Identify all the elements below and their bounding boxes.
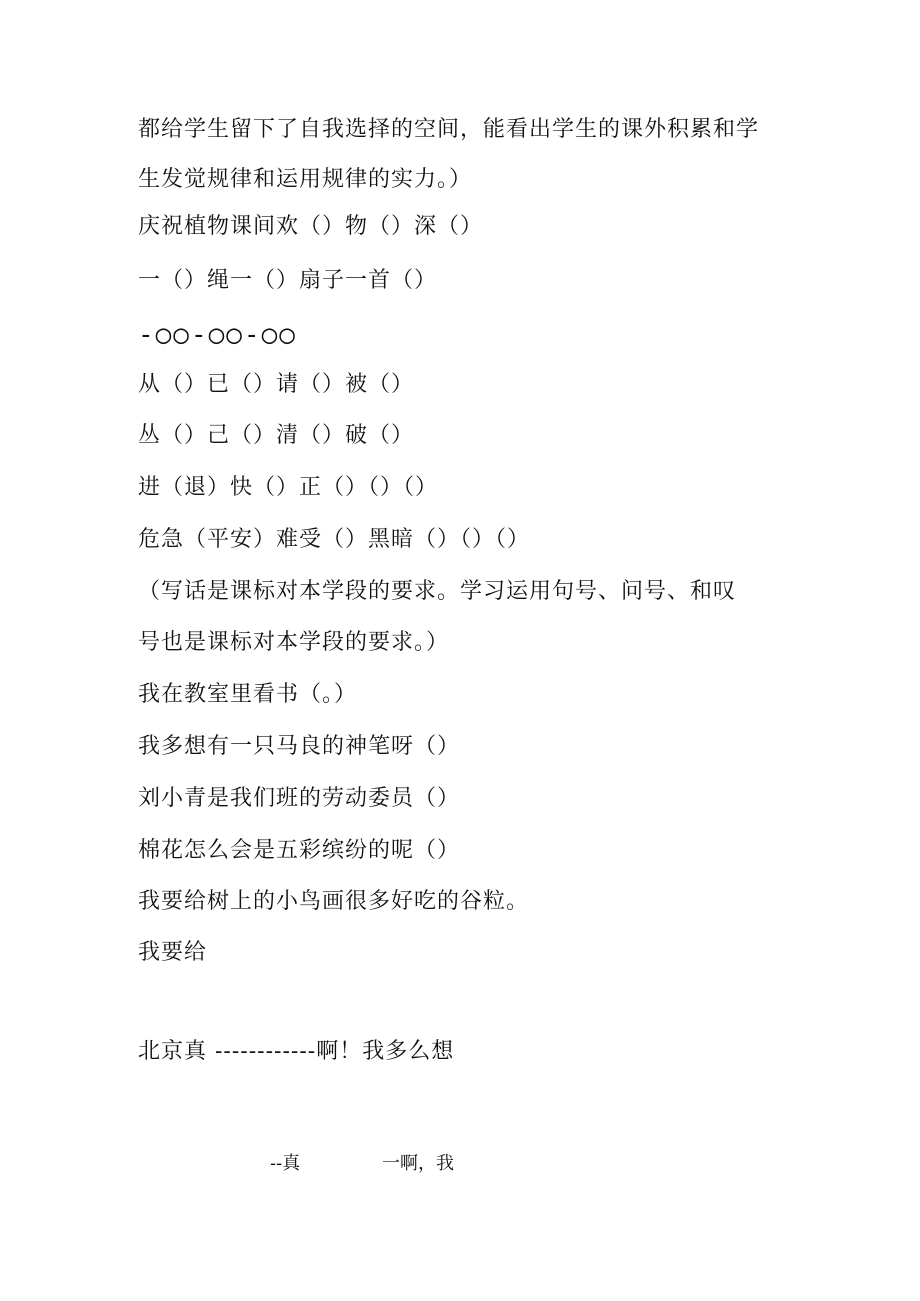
exercise-line: 棉花怎么会是五彩缤纷的呢（） [138,838,461,863]
paragraph-line: （写话是课标对本学段的要求。学习运用句号、问号、和叹 [138,579,737,604]
exercise-line: 我多想有一只马良的神笔呀（） [138,734,461,759]
exercise-line: 庆祝植物课间欢（）物（）深（） [138,214,484,239]
exercise-line: 北京真 ------------啊！我多么想 [138,1039,455,1064]
exercise-line: 我要给树上的小鸟画很多好吃的谷粒。 [138,889,530,914]
exercise-line: 一（）绳一（）扇子一首（） [138,268,438,293]
exercise-line: 刘小青是我们班的劳动委员（） [138,786,461,811]
exercise-line: 我要给 [138,940,208,965]
exercise-line: 危急（平安）难受（）黑暗（）（）（） [138,527,531,552]
paragraph-line: 都给学生留下了自我选择的空间，能看出学生的课外积累和学 [138,117,760,142]
exercise-line: 我在教室里看书（。） [138,682,358,707]
bottom-right-fragment: 一啊，我 [382,1153,454,1174]
paragraph-line: 号也是课标对本学段的要求。） [138,630,450,655]
exercise-line: 从（）已（）请（）被（） [138,372,415,397]
exercise-line: 丛（）己（）清（）破（） [138,423,415,448]
paragraph-line: 生发觉规律和运用规律的实力。） [138,167,473,192]
exercise-line: 进（退）快（）正（）（）（） [138,475,439,500]
circle-pattern-line: -○○-○○-○○ [138,320,297,350]
bottom-left-fragment: --真 [270,1153,301,1174]
